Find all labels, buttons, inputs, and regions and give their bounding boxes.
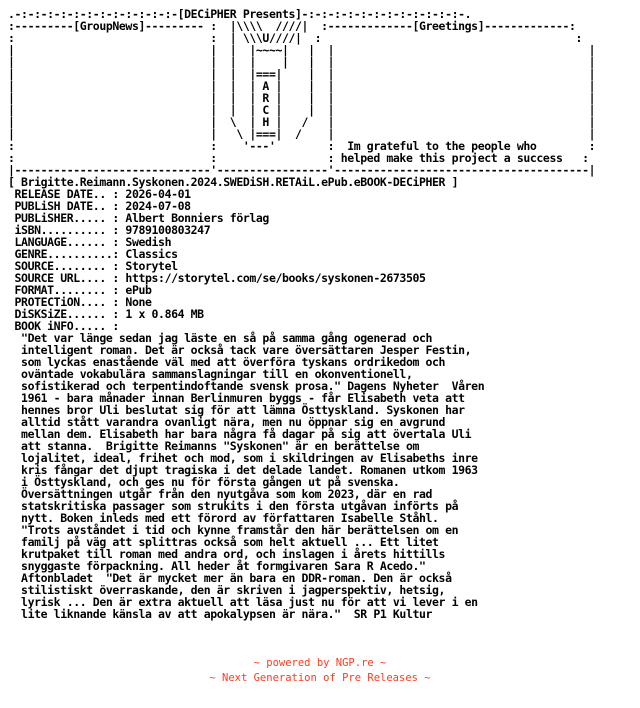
book-info-line: oväntade vokabulära sammanslagningar till en okonventionell, bbox=[8, 367, 413, 381]
publisher-row: PUBLiSHER..... : Albert Bonniers förlag bbox=[8, 211, 269, 225]
release-date-row: RELEASE DATE.. : 2026-04-01 bbox=[8, 187, 191, 201]
book-info-line: "Det var länge sedan jag läste en så på samma gång ogenerad och bbox=[8, 331, 433, 345]
nfo-line: : : | \\\U////| : : bbox=[8, 31, 583, 45]
language-row: LANGUAGE...... : Swedish bbox=[8, 235, 172, 249]
nfo-line: .-:-:-:-:-:-:-:-:-:-:-:-:-[DECiPHER Presents]-:-:-:-:-:-:-:-:-:-:-:-:-. bbox=[8, 7, 472, 21]
book-info-line: lite liknande känsla av att apokalypsen är nära." SR P1 Kultur bbox=[8, 607, 433, 621]
nfo-text-block bbox=[8, 8, 595, 620]
book-info-line: mellan dem. Elisabeth har bara några få dagar på sig att övertala Uli bbox=[8, 427, 472, 441]
book-info-line: 1961 - bara månader innan Berlinmuren byggs - får Elisabeth veta att bbox=[8, 391, 465, 405]
book-info-line: att stanna. Brigitte Reimanns "Syskonen" är en berättelse om bbox=[8, 439, 419, 453]
book-info-line: lyrisk ... Den är extra aktuell att läsa just nu för att vi lever i en bbox=[8, 595, 478, 609]
book-info-line: snyggaste förpackning. All heder åt formgivaren Sara R Acedo." bbox=[8, 559, 426, 573]
book-info-line: Översättningen utgår från den nyutgåva som kom 2023, där en rad bbox=[8, 487, 433, 501]
nfo-line: | | | |===| | | | bbox=[8, 67, 596, 81]
book-info-line: som lyckas enastående väl med att överföra tyskans ordrikedom och bbox=[8, 355, 446, 369]
book-info-line: familj på väg att splittras också som helt aktuell ... Ett litet bbox=[8, 535, 439, 549]
book-info-line: intelligent roman. Det är också tack vare översättaren Jesper Festin, bbox=[8, 343, 472, 357]
nfo-line: | | | | A | | | | bbox=[8, 79, 596, 93]
nfo-line: | | \ |===| / | | bbox=[8, 127, 596, 141]
book-info-line: i Östtyskland, och ges nu för första gången ut på svenska. bbox=[8, 475, 400, 489]
nfo-line: | | | | C | | | | bbox=[8, 103, 596, 117]
protection-row: PROTECTiON.... : None bbox=[8, 295, 152, 309]
nfo-line: | | | | | | | | bbox=[8, 55, 596, 69]
book-info-line: kris fångar det djupt tragiska i det delade landet. Romanen utkom 1963 bbox=[8, 463, 478, 477]
book-info-line: statskritiska passager som strukits i den första utgåvan införts på bbox=[8, 499, 459, 513]
nfo-line: : : '---' : Im grateful to the people who : bbox=[8, 139, 596, 153]
isbn-row: iSBN.......... : 9789100803247 bbox=[8, 223, 211, 237]
source-url-row: SOURCE URL.... : https://storytel.com/se/books/syskonen-2673505 bbox=[8, 271, 426, 285]
book-info-line: sofistikerad och terpentindoftande svensk prosa." Dagens Nyheter Våren bbox=[8, 379, 485, 393]
nfo-line: :---------[GroupNews]--------- : |\\\\ ////| :-------------[Greetings]-------------: bbox=[8, 19, 576, 33]
nfo-line: | | | |~~~~| | | | bbox=[8, 43, 596, 57]
genre-row: GENRE..........: Classics bbox=[8, 247, 178, 261]
nfo-line: : : : helped make this project a success : bbox=[8, 151, 589, 165]
disksize-row: DiSKSiZE...... : 1 x 0.864 MB bbox=[8, 307, 204, 321]
book-info-line: lojalitet, ideal, frihet och mod, som i skildringen av Elisabeths inre bbox=[8, 451, 478, 465]
book-info-row: BOOK iNFO..... : bbox=[8, 319, 119, 333]
book-info-line: stilistiskt överraskande, den är skriven i jagperspektiv, hetsig, bbox=[8, 583, 446, 597]
format-row: FORMAT........ : ePub bbox=[8, 283, 152, 297]
next-generation-footer: ~ Next Generation of Pre Releases ~ bbox=[209, 672, 431, 684]
book-info-line: Aftonbladet "Det är mycket mer än bara en DDR-roman. Den är också bbox=[8, 571, 452, 585]
nfo-line: |------------------------------'-----------------'---------------------------------------| bbox=[8, 163, 596, 177]
nfo-line: | | \ | H | / | | bbox=[8, 115, 596, 129]
publish-date-row: PUBLiSH DATE.. : 2024-07-08 bbox=[8, 199, 191, 213]
book-info-line: nytt. Boken inleds med ett förord av författaren Isabelle Ståhl. bbox=[8, 511, 439, 525]
book-info-line: "Trots avståndet i tid och kynne framstår den här berättelsen om en bbox=[8, 523, 459, 537]
book-info-line: krutpaket till roman med andra ord, och inslagen i årets hittills bbox=[8, 547, 446, 561]
release-name: [ Brigitte.Reimann.Syskonen.2024.SWEDiSH.RETAiL.ePub.eBOOK-DECiPHER ] bbox=[8, 175, 459, 189]
book-info-line: hennes bror Uli beslutat sig för att lämna Östtyskland. Syskonen har bbox=[8, 403, 465, 417]
book-info-line: alltid stått varandra ovanligt nära, men nu öppnar sig en avgrund bbox=[8, 415, 446, 429]
source-row: SOURCE........ : Storytel bbox=[8, 259, 178, 273]
powered-by-footer: ~ powered by NGP.re ~ bbox=[253, 657, 387, 669]
nfo-line: | | | | R | | | | bbox=[8, 91, 596, 105]
